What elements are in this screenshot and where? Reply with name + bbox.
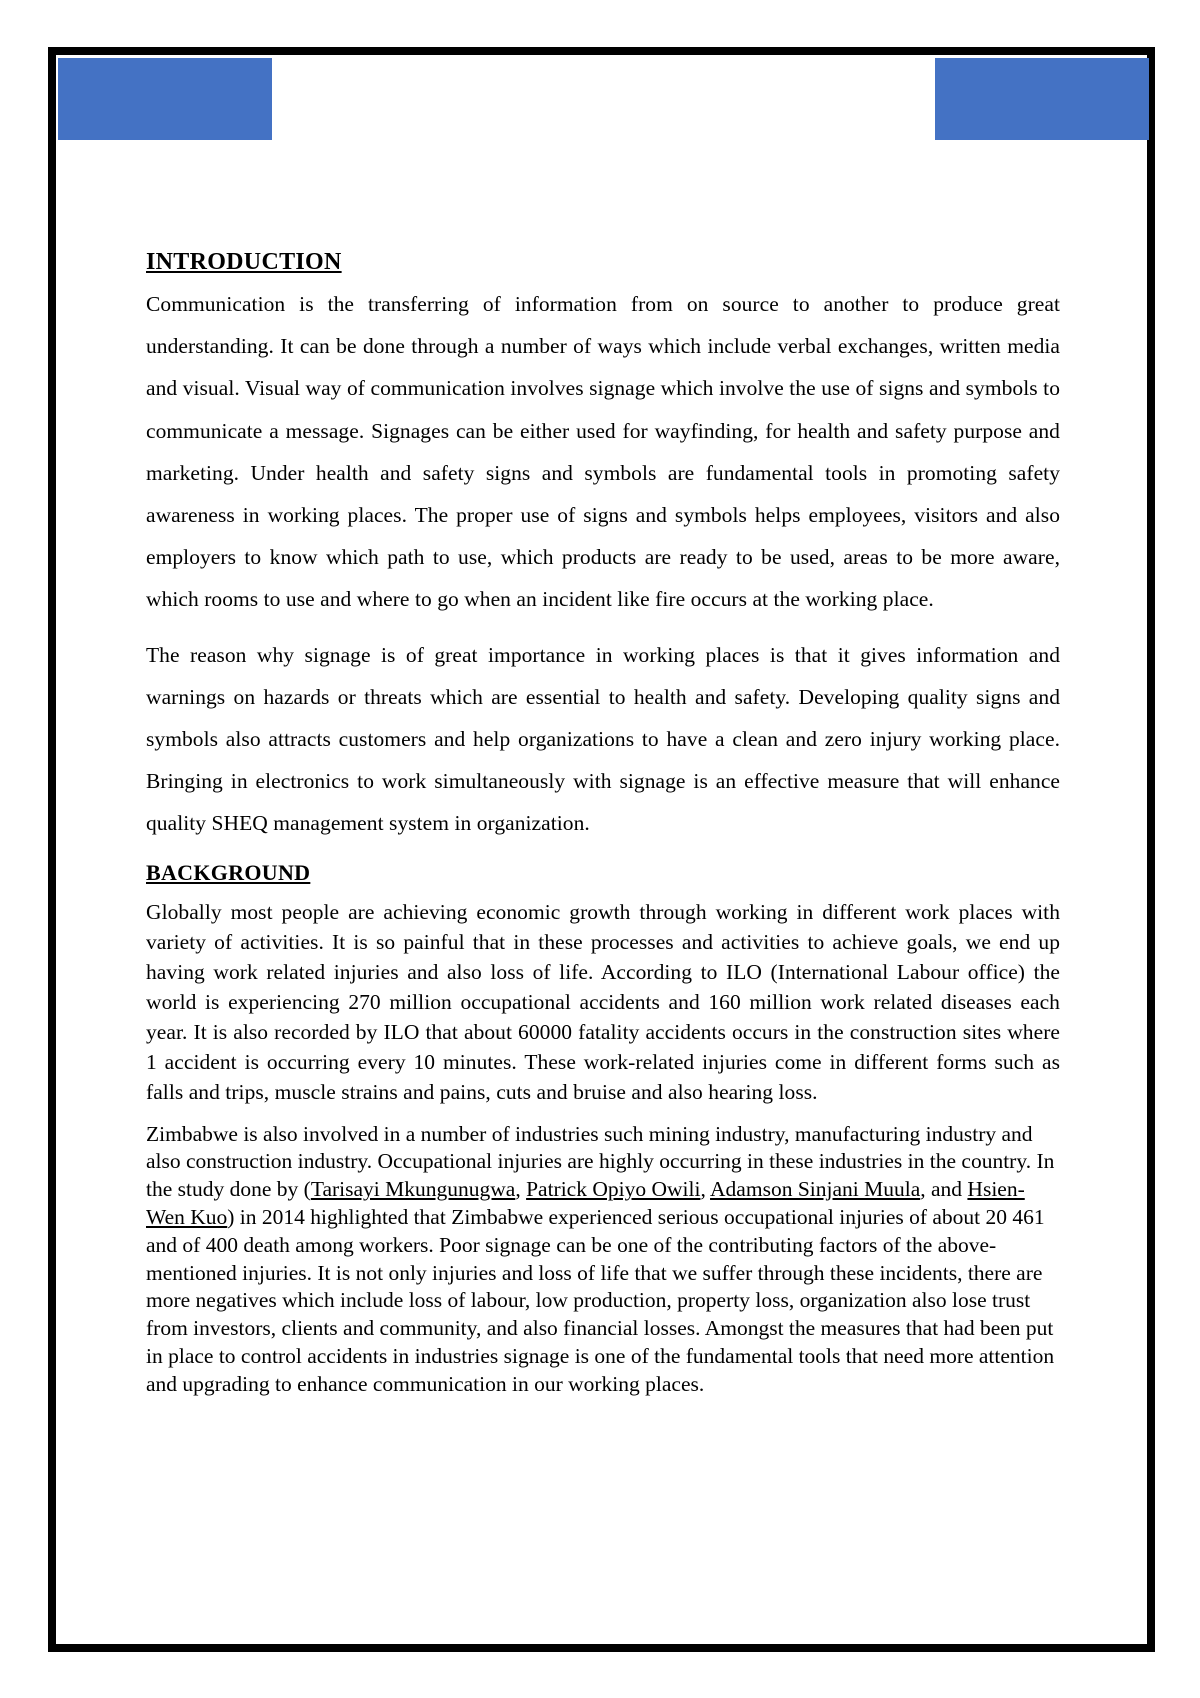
background-paragraph-2-lead: Zimbabwe is also involved in a number of industries such mining industry, manufacturing industry and also construction industry. Occupational injuries are highly occurring in these industries in the country. In the study done by (	[146, 1121, 1055, 1202]
citation-separator: ,	[515, 1177, 527, 1202]
citation-author-link[interactable]: Hsien-Wen Kuo	[146, 1177, 1025, 1230]
introduction-heading: INTRODUCTION	[146, 249, 342, 275]
citation-author-link[interactable]: Adamson Sinjani Muula	[710, 1177, 921, 1202]
background-paragraph-2	[146, 1121, 1060, 1399]
background-paragraph-1: Globally most people are achieving economic growth through working in different work places with variety of activities. It is so painful that in these processes and activities to achieve goals, we end up having work related injuries and also loss of life. According to ILO (International Labour office) the world is experiencing 270 million occupational accidents and 160 million work related diseases each year. It is also recorded by ILO that about 60000 fatality accidents occurs in the construction sites where 1 accident is occurring every 10 minutes. These work-related injuries come in different forms such as falls and trips, muscle strains and pains, cuts and bruise and also hearing loss.	[146, 899, 1060, 1104]
introduction-paragraph-1: Communication is the transferring of information from on source to another to produce great understanding. It can be done through a number of ways which include verbal exchanges, written media and visual. Visual way of communication involves signage which involve the use of signs and symbols to communicate a message. Signages can be either used for wayfinding, for health and safety purpose and marketing. Under health and safety signs and symbols are fundamental tools in promoting safety awareness in working places. The proper use of signs and symbols helps employees, visitors and also employers to know which path to use, which products are ready to be used, areas to be more aware, which rooms to use and where to go when an incident like fire occurs at the working place.	[146, 292, 1060, 612]
document-body	[146, 245, 1060, 1399]
citation-author-link[interactable]: Patrick Opiyo Owili	[526, 1177, 701, 1202]
introduction-paragraph-2: The reason why signage is of great importance in working places is that it gives information and warnings on hazards or threats which are essential to health and safety. Developing quality signs and symbols also attracts customers and help organizations to have a clean and zero injury working place. Bringing in electronics to work simultaneously with signage is an effective measure that will enhance quality SHEQ management system in organization.	[146, 642, 1060, 836]
citation-separator: ,	[700, 1177, 711, 1202]
background-heading: BACKGROUND	[146, 859, 311, 885]
citation-author-link[interactable]: Tarisayi Mkungunugwa	[310, 1177, 516, 1202]
citation-separator: , and	[920, 1177, 968, 1202]
background-paragraph-2-tail: ) in 2014 highlighted that Zimbabwe experienced serious occupational injuries of about 20 461 and of 400 death among workers. Poor signage can be one of the contributing factors of the above-mentioned injuries. It is not only injuries and loss of life that we suffer through these incidents, there are more negatives which include loss of labour, low production, property loss, organization also lose trust from investors, clients and community, and also financial losses. Amongst the measures that had been put in place to control accidents in industries signage is one of the fundamental tools that need more attention and upgrading to enhance communication in our working places.	[146, 1205, 1055, 1396]
header-accent-block-left	[58, 58, 272, 140]
header-accent-block-right	[935, 58, 1149, 140]
